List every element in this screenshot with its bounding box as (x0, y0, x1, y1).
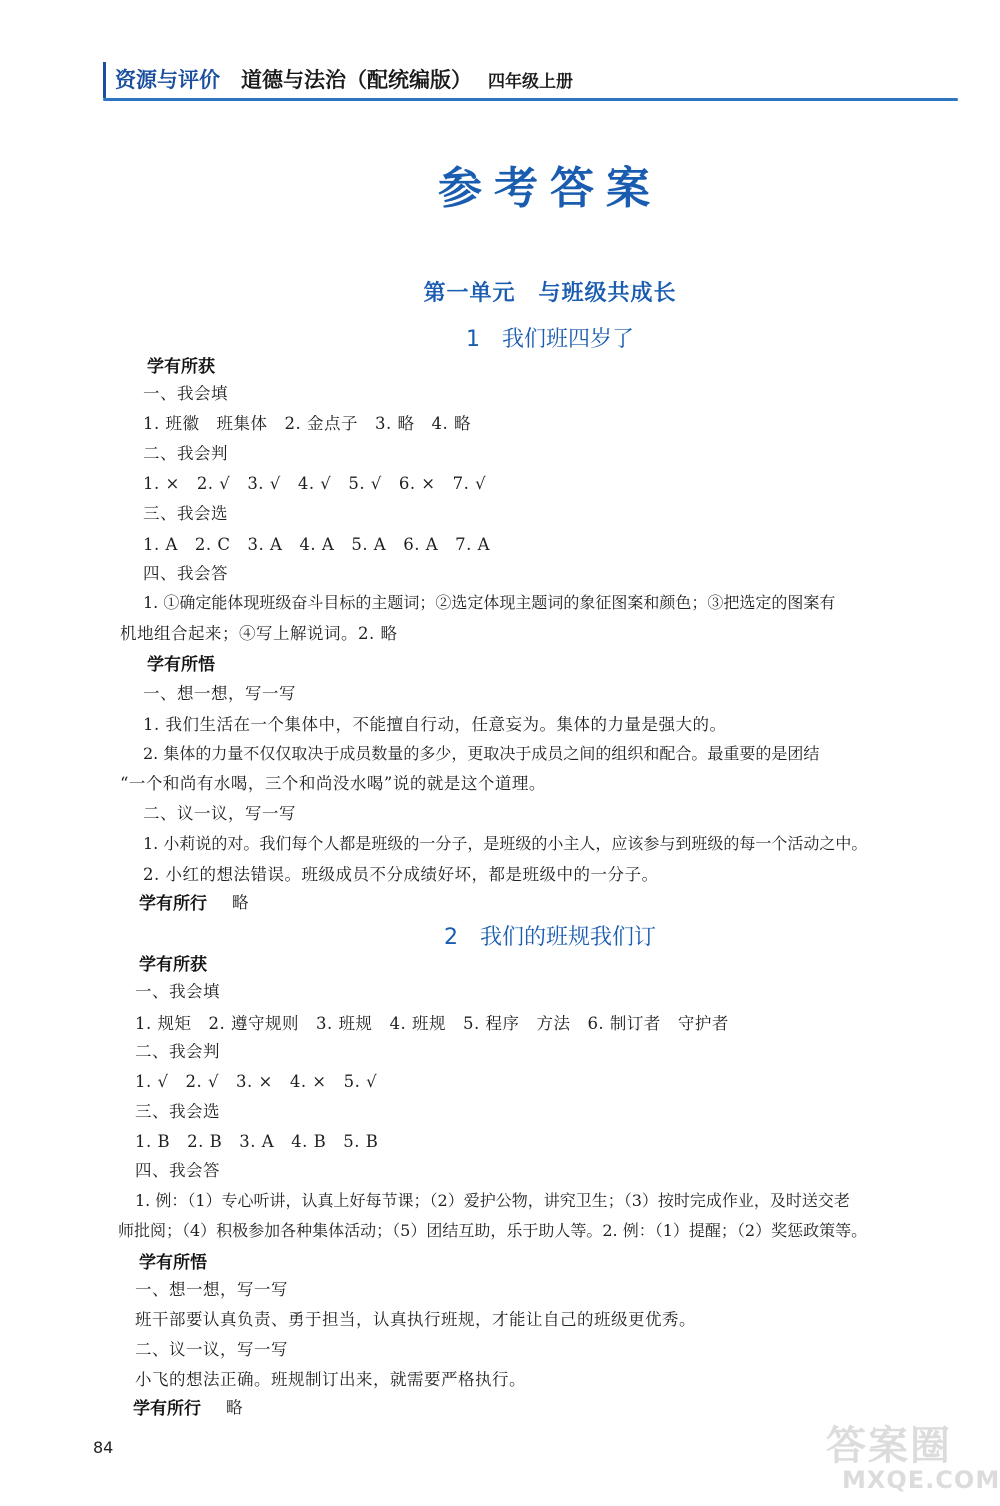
lesson-1-section-gain: 学有所获 (147, 357, 215, 377)
lesson-2-line: 二、议一议，写一写 (135, 1340, 288, 1359)
lesson-2-line: 师批阅；（4）积极参加各种集体活动；（5）团结互助，乐于助人等。2. 例：（1）提醒；（2）奖惩政策等。 (118, 1221, 868, 1240)
header-rule (103, 98, 958, 101)
lesson-1-practice-note: 略 (232, 893, 249, 912)
unit-title: 第一单元 与班级共成长 (423, 281, 677, 306)
lesson-1-line: 1. 班徽 班集体 2. 金点子 3. 略 4. 略 (143, 414, 471, 433)
page-header (103, 62, 958, 104)
lesson-2-line: 一、想一想，写一写 (135, 1280, 288, 1299)
header-accent-bar (103, 62, 106, 98)
lesson-2-line: 班干部要认真负责、勇于担当，认真执行班规，才能让自己的班级更优秀。 (135, 1310, 696, 1329)
lesson-2-line: 1. √ 2. √ 3. × 4. × 5. √ (135, 1072, 378, 1091)
lesson-1-line: 一、我会填 (143, 384, 228, 403)
lesson-1-line: 三、我会选 (143, 504, 228, 523)
lesson-1-line: 1. 小莉说的对。我们每个人都是班级的一分子，是班级的小主人，应该参与到班级的每一个活动之中。 (143, 834, 868, 853)
lesson-1-line: 二、议一议，写一写 (143, 804, 296, 823)
lesson-1-line: “一个和尚有水喝，三个和尚没水喝”说的就是这个道理。 (120, 774, 546, 793)
lesson-2-line: 四、我会答 (135, 1161, 220, 1180)
watermark-logo (820, 1414, 1000, 1496)
lesson-1-line: 1. ①确定能体现班级奋斗目标的主题词；②选定体现主题词的象征图案和颜色；③把选定的图案有 (143, 593, 836, 612)
lesson-2-section-gain: 学有所获 (139, 955, 207, 975)
lesson-2-practice-note: 略 (226, 1398, 243, 1417)
lesson-2-line: 二、我会判 (135, 1042, 220, 1061)
header-subject: 道德与法治（配统编版） (241, 68, 472, 92)
lesson-2-section-insight: 学有所悟 (139, 1253, 207, 1273)
lesson-2-line: 1. B 2. B 3. A 4. B 5. B (135, 1132, 379, 1151)
lesson-2-line: 三、我会选 (135, 1102, 220, 1121)
lesson-2-title: 2 我们的班规我们订 (444, 925, 656, 950)
watermark-domain: MXQE.COM (842, 1466, 1000, 1494)
lesson-2-line: 小飞的想法正确。班规制订出来，就需要严格执行。 (135, 1370, 526, 1389)
watermark-text: 答案圈 (826, 1423, 952, 1469)
lesson-1-line: 1. A 2. C 3. A 4. A 5. A 6. A 7. A (143, 535, 491, 554)
lesson-2-line: 1. 例：（1）专心听讲，认真上好每节课；（2）爱护公物，讲究卫生；（3）按时完成作业，及时送交老 (135, 1191, 850, 1210)
lesson-1-line: 四、我会答 (143, 564, 228, 583)
lesson-2-line: 1. 规矩 2. 遵守规则 3. 班规 4. 班规 5. 程序 方法 6. 制订者 守护者 (135, 1014, 729, 1033)
lesson-1-line: 2. 小红的想法错误。班级成员不分成绩好坏，都是班级中的一分子。 (143, 865, 659, 884)
lesson-1-title: 1 我们班四岁了 (466, 327, 634, 352)
lesson-1-line: 二、我会判 (143, 444, 228, 463)
page-title: 参考答案 (438, 163, 662, 214)
lesson-1-line: 1. × 2. √ 3. √ 4. √ 5. √ 6. × 7. √ (143, 474, 487, 493)
lesson-1-section-insight: 学有所悟 (147, 655, 215, 675)
header-grade: 四年级上册 (488, 72, 573, 92)
lesson-1-line: 1. 我们生活在一个集体中，不能擅自行动，任意妄为。集体的力量是强大的。 (143, 715, 727, 734)
lesson-1-line: 一、想一想，写一写 (143, 684, 296, 703)
lesson-1-line: 2. 集体的力量不仅仅取决于成员数量的多少，更取决于成员之间的组织和配合。最重要的是团结 (143, 744, 820, 763)
lesson-2-line: 一、我会填 (135, 982, 220, 1001)
lesson-1-line: 机地组合起来；④写上解说词。2. 略 (120, 624, 398, 643)
lesson-1-section-practice: 学有所行 (139, 894, 207, 914)
header-series: 资源与评价 (115, 68, 220, 92)
page-number: 84 (93, 1438, 114, 1457)
lesson-2-section-practice: 学有所行 (133, 1399, 201, 1419)
